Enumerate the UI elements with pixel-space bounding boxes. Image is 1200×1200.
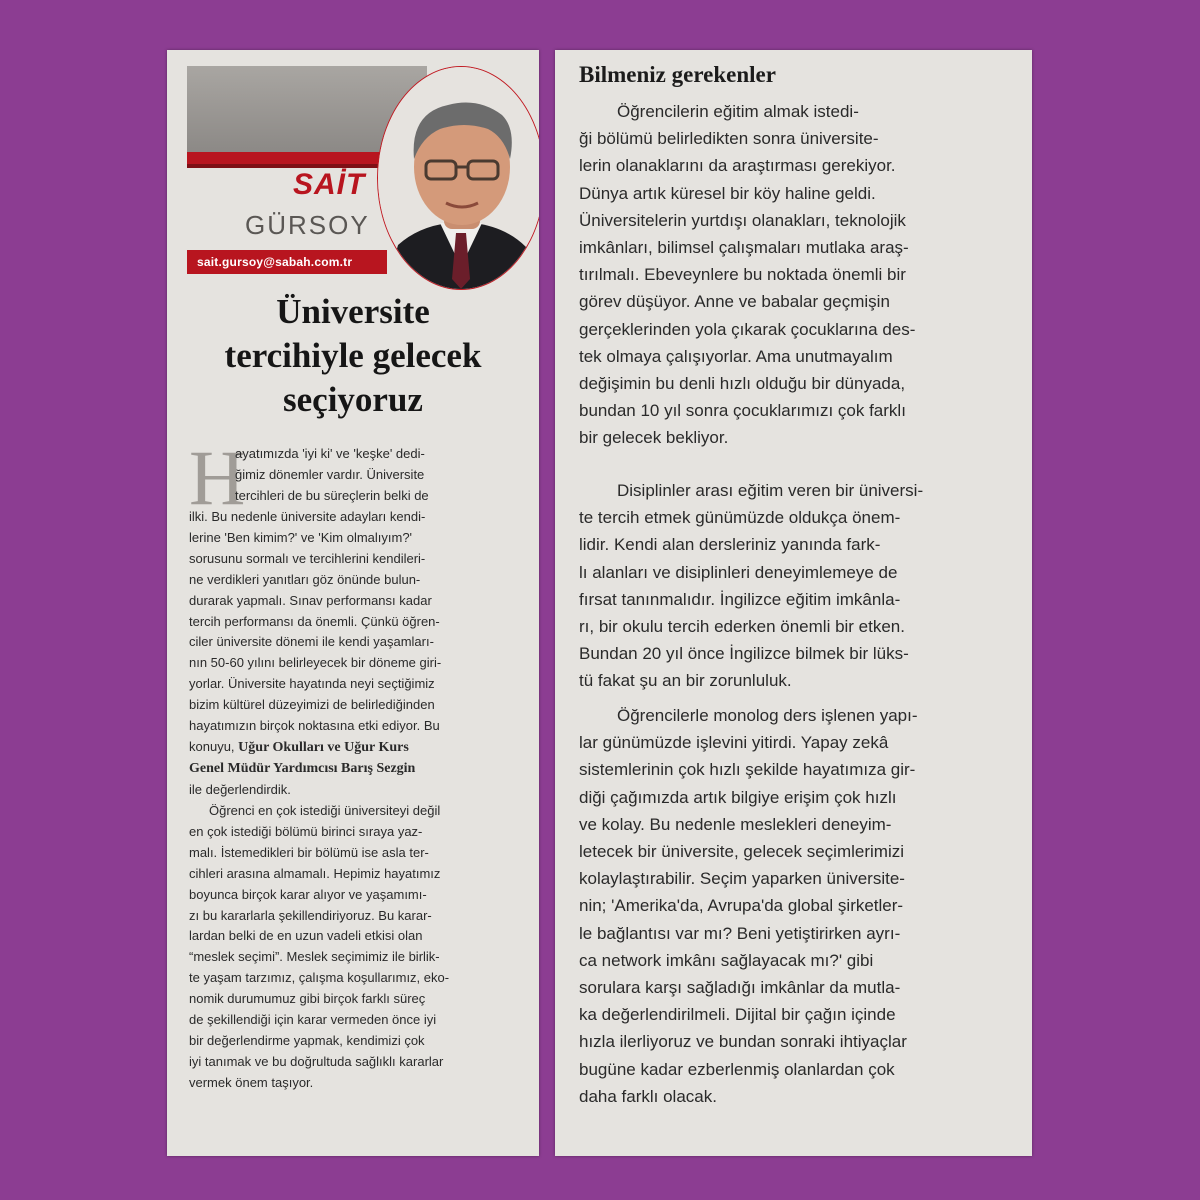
text-line: vermek önem taşıyor. [189, 1074, 314, 1090]
text-line: bundan 10 yıl sonra çocuklarımızı çok farklı [579, 401, 906, 421]
text-line: bizim kültürel düzeyimizi de belirlediğinden [189, 697, 435, 713]
text-line: kolaylaştırabilir. Seçim yaparken üniversite- [579, 869, 905, 889]
paragraph-3 [579, 98, 1005, 452]
headline-line: Üniversite [276, 292, 430, 331]
text-line: lar günümüzde işlevini yitirdi. Yapay zekâ [579, 733, 889, 753]
drop-cap: H [189, 434, 246, 521]
text-line: cihleri arasına almamalı. Hepimiz hayatımız [189, 865, 441, 881]
text-line: le bağlantısı var mı? Beni yetiştirirken ayrı- [579, 923, 901, 943]
text-line: ğimiz dönemler vardır. Üniversite [235, 466, 425, 482]
article-headline [177, 290, 529, 422]
text-line: malı. İstemedikleri bir bölümü ise asla ter- [189, 844, 429, 860]
text-line-bold-start [189, 737, 519, 759]
text-line: Öğrencilerle monolog ders işlenen yapı- [617, 706, 918, 725]
paragraph-4 [579, 477, 1005, 695]
text-line: ile değerlendirdik. [189, 781, 291, 797]
text-line: Dünya artık küresel bir köy haline geldi. [579, 183, 876, 203]
text-line: lardan belki de en uzun vadeli etkisi olan [189, 928, 423, 944]
interviewee-org: Uğur Okulları ve Uğur Kurs [238, 739, 409, 755]
text-line: fırsat tanınmalıdır. İngilizce eğitim imkânla- [579, 589, 901, 609]
article-left-column [167, 50, 539, 1156]
text-line: ka değerlendirilmeli. Dijital bir çağın içinde [579, 1005, 896, 1025]
text-line: Öğrencilerin eğitim almak istedi- [617, 102, 859, 121]
paragraph-1 [189, 507, 519, 801]
text-fragment: konuyu, [189, 738, 235, 754]
text-line: de şekillendiği için karar vermeden önce iyi [189, 1012, 437, 1028]
text-line: hızla ilerliyoruz ve bundan sonraki ihtiyaçlar [579, 1032, 907, 1052]
text-line: imkânları, bilimsel çalışmaları mutlaka araş- [579, 238, 909, 258]
columnist-first-name: SAİT [293, 168, 366, 201]
text-line: tercih performansı da önemli. Çünkü öğren- [189, 613, 440, 629]
text-line: bugüne kadar ezberlenmiş olanlardan çok [579, 1059, 895, 1079]
text-line: nomik durumumuz gibi birçok farklı süreç [189, 991, 426, 1007]
text-line: “meslek seçimi”. Meslek seçimimiz ile birlik- [189, 949, 440, 965]
text-line: hayatımızın birçok noktasına etki ediyor. Bu [189, 718, 440, 734]
text-line: te yaşam tarzımız, çalışma koşullarımız, eko- [189, 970, 450, 986]
text-line: ayatımızda 'iyi ki' ve 'keşke' dedi- [235, 446, 425, 461]
paragraph-1-dropcap-lines [235, 444, 519, 507]
text-line: diği çağımızda artık bilgiye erişim çok hızlı [579, 787, 897, 807]
text-line: tek olmaya çalışıyorlar. Ama unutmayalım [579, 346, 893, 366]
text-line: tü fakat şu an bir zorunluluk. [579, 671, 792, 691]
text-line: tercihleri de bu süreçlerin belki de [235, 487, 429, 503]
text-line: lidir. Kendi alan dersleriniz yanında fark- [579, 535, 881, 555]
text-line: te tercih etmek günümüzde oldukça önem- [579, 508, 901, 528]
text-line: bir değerlendirme yapmak, kendimizi çok [189, 1032, 425, 1048]
text-line: değişimin bu denli hızlı olduğu bir dünyada, [579, 374, 906, 394]
text-line: Üniversitelerin yurtdışı olanakları, teknolojik [579, 210, 906, 230]
text-line: nın 50-60 yılını belirleyecek bir döneme giri- [189, 655, 442, 671]
columnist-last-name: GÜRSOY [245, 210, 370, 240]
text-line: boyunca birçok karar alıyor ve yaşamımı- [189, 886, 427, 902]
article-right-column [555, 50, 1032, 1156]
text-line: ilki. Bu nedenle üniversite adayları kendi- [189, 509, 426, 524]
headline-line: seçiyoruz [283, 380, 423, 419]
text-line: lerine 'Ben kimim?' ve 'Kim olmalıyım?' [189, 529, 413, 545]
columnist-email: sait.gursoy@sabah.com.tr [187, 250, 387, 274]
text-line: görev düşüyor. Anne ve babalar geçmişin [579, 292, 890, 312]
interviewee-title: Genel Müdür Yardımcısı Barış Sezgin [189, 760, 416, 776]
text-line: rı, bir okulu tercih ederken önemli bir etken. [579, 617, 905, 637]
text-line: ciler üniversite dönemi ile kendi yaşamları- [189, 634, 434, 650]
columnist-banner [187, 66, 523, 290]
text-line: sistemlerinin çok hızlı şekilde hayatımıza gir- [579, 760, 916, 780]
text-line: ca network imkânı sağlayacak mı?' gibi [579, 950, 874, 970]
text-line: daha farklı olacak. [579, 1086, 717, 1106]
text-line: sorulara karşı sağladığı imkânlar da mutla- [579, 978, 901, 998]
text-line: zı bu kararlarla şekillendiriyoruz. Bu karar- [189, 907, 432, 923]
text-line: lerin olanaklarını da araştırması gerekiyor. [579, 156, 896, 176]
text-line: gerçeklerinden yola çıkarak çocuklarına des- [579, 319, 916, 339]
headline-line: tercihiyle gelecek [224, 336, 482, 375]
text-line: lı alanları ve disiplinleri deneyimlemeye de [579, 562, 898, 582]
text-line: yorlar. Üniversite hayatında neyi seçtiğimiz [189, 676, 435, 692]
columnist-portrait [377, 66, 539, 290]
text-line: letecek bir üniversite, gelecek seçimlerimizi [579, 842, 905, 862]
text-line: ve kolay. Bu nedenle meslekleri deneyim- [579, 814, 892, 834]
text-line: tırılmalı. Ebeveynlere bu noktada önemli bir [579, 265, 906, 285]
text-line: Öğrenci en çok istediği üniversiteyi değil [209, 803, 441, 818]
text-line: ği bölümü belirledikten sonra üniversite- [579, 129, 879, 149]
paragraph-2 [189, 801, 519, 1094]
section-title: Bilmeniz gerekenler [579, 62, 776, 87]
text-line: iyi tanımak ve bu doğrultuda sağlıklı kararlar [189, 1053, 444, 1069]
text-line: nin; 'Amerika'da, Avrupa'da global şirketler- [579, 896, 904, 916]
text-line: Disiplinler arası eğitim veren bir üniversi- [617, 481, 924, 500]
text-line: ne verdikleri yanıtları göz önünde bulun- [189, 571, 421, 587]
text-line: Bundan 20 yıl önce İngilizce bilmek bir lüks- [579, 644, 909, 664]
text-line: en çok istediği bölümü birinci sıraya yaz- [189, 823, 423, 839]
text-line: bir gelecek bekliyor. [579, 428, 729, 448]
paragraph-5 [579, 702, 1005, 1110]
text-line: sorusunu sormalı ve tercihlerini kendileri- [189, 550, 426, 566]
text-line: durarak yapmalı. Sınav performansı kadar [189, 592, 432, 608]
portrait-photo-icon [378, 67, 539, 289]
